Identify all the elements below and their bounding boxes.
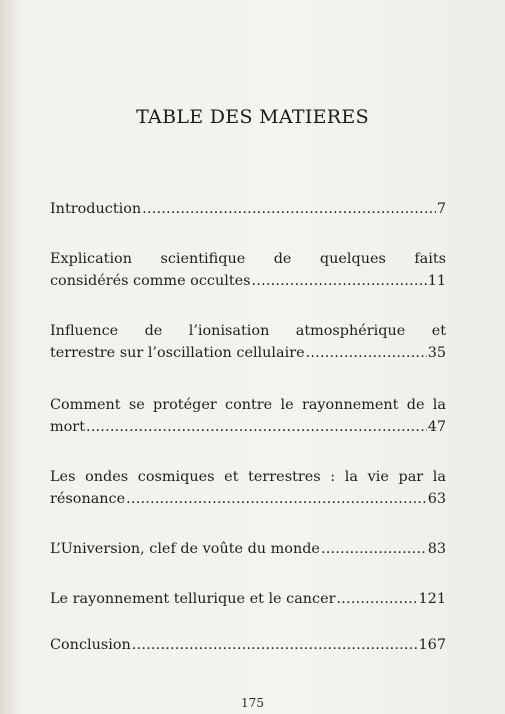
toc-entry-conclusion [50, 634, 446, 656]
dot-leader [132, 634, 418, 656]
toc-entry-influence [50, 320, 446, 364]
toc-line [50, 488, 446, 510]
toc-entry-title: Introduction [50, 201, 142, 217]
page-folio-number: 175 [241, 696, 264, 710]
toc-page-number: 167 [418, 637, 446, 653]
toc-entry-title-line1: Explication scientifique de quelques faits [50, 251, 446, 267]
dot-leader [306, 342, 427, 364]
toc-entry-comment [50, 394, 446, 438]
toc-entry-title: Le rayonnement tellurique et le cancer [50, 591, 336, 607]
toc-entry-rayonnement-tellurique [50, 588, 446, 610]
dot-leader [126, 488, 427, 510]
toc-line [50, 342, 446, 364]
toc-page-number: 35 [427, 345, 446, 361]
toc-line [50, 634, 446, 656]
toc-page-number: 11 [427, 273, 446, 289]
toc-line [50, 416, 446, 438]
toc-entry-title-line1: Comment se protéger contre le rayonnement de la [50, 397, 446, 413]
toc-page-number: 7 [436, 201, 446, 217]
dot-leader [321, 538, 427, 560]
toc-page-number: 121 [418, 591, 446, 607]
toc-page-number: 63 [427, 491, 446, 507]
toc-entry-universion [50, 538, 446, 560]
page-title: TABLE DES MATIERES [136, 106, 369, 128]
toc-line [50, 198, 446, 220]
toc-entry-title-line1: Les ondes cosmiques et terrestres : la vie par la [50, 469, 446, 485]
dot-leader [252, 270, 427, 292]
toc-page-number: 83 [427, 541, 446, 557]
toc-entry-ondes [50, 466, 446, 510]
toc-entry-title-line1: Influence de l’ionisation atmosphérique et [50, 323, 446, 339]
toc-entry-title-line2: considérés comme occultes [50, 273, 251, 289]
dot-leader [142, 198, 436, 220]
toc-entry-title: L’Universion, clef de voûte du monde [50, 541, 320, 557]
toc-entry-title-line2: terrestre sur l’oscillation cellulaire [50, 345, 305, 361]
toc-entry-explication [50, 248, 446, 292]
toc-line [50, 588, 446, 610]
toc-page-number: 47 [427, 419, 446, 435]
toc-line [50, 538, 446, 560]
toc-entry-introduction [50, 198, 446, 220]
dot-leader [337, 588, 418, 610]
toc-entry-title-line2: résonance [50, 491, 126, 507]
toc-entry-title-line2: mort [50, 419, 85, 435]
dot-leader [86, 416, 427, 438]
toc-line [50, 270, 446, 292]
toc-entry-title: Conclusion [50, 637, 131, 653]
